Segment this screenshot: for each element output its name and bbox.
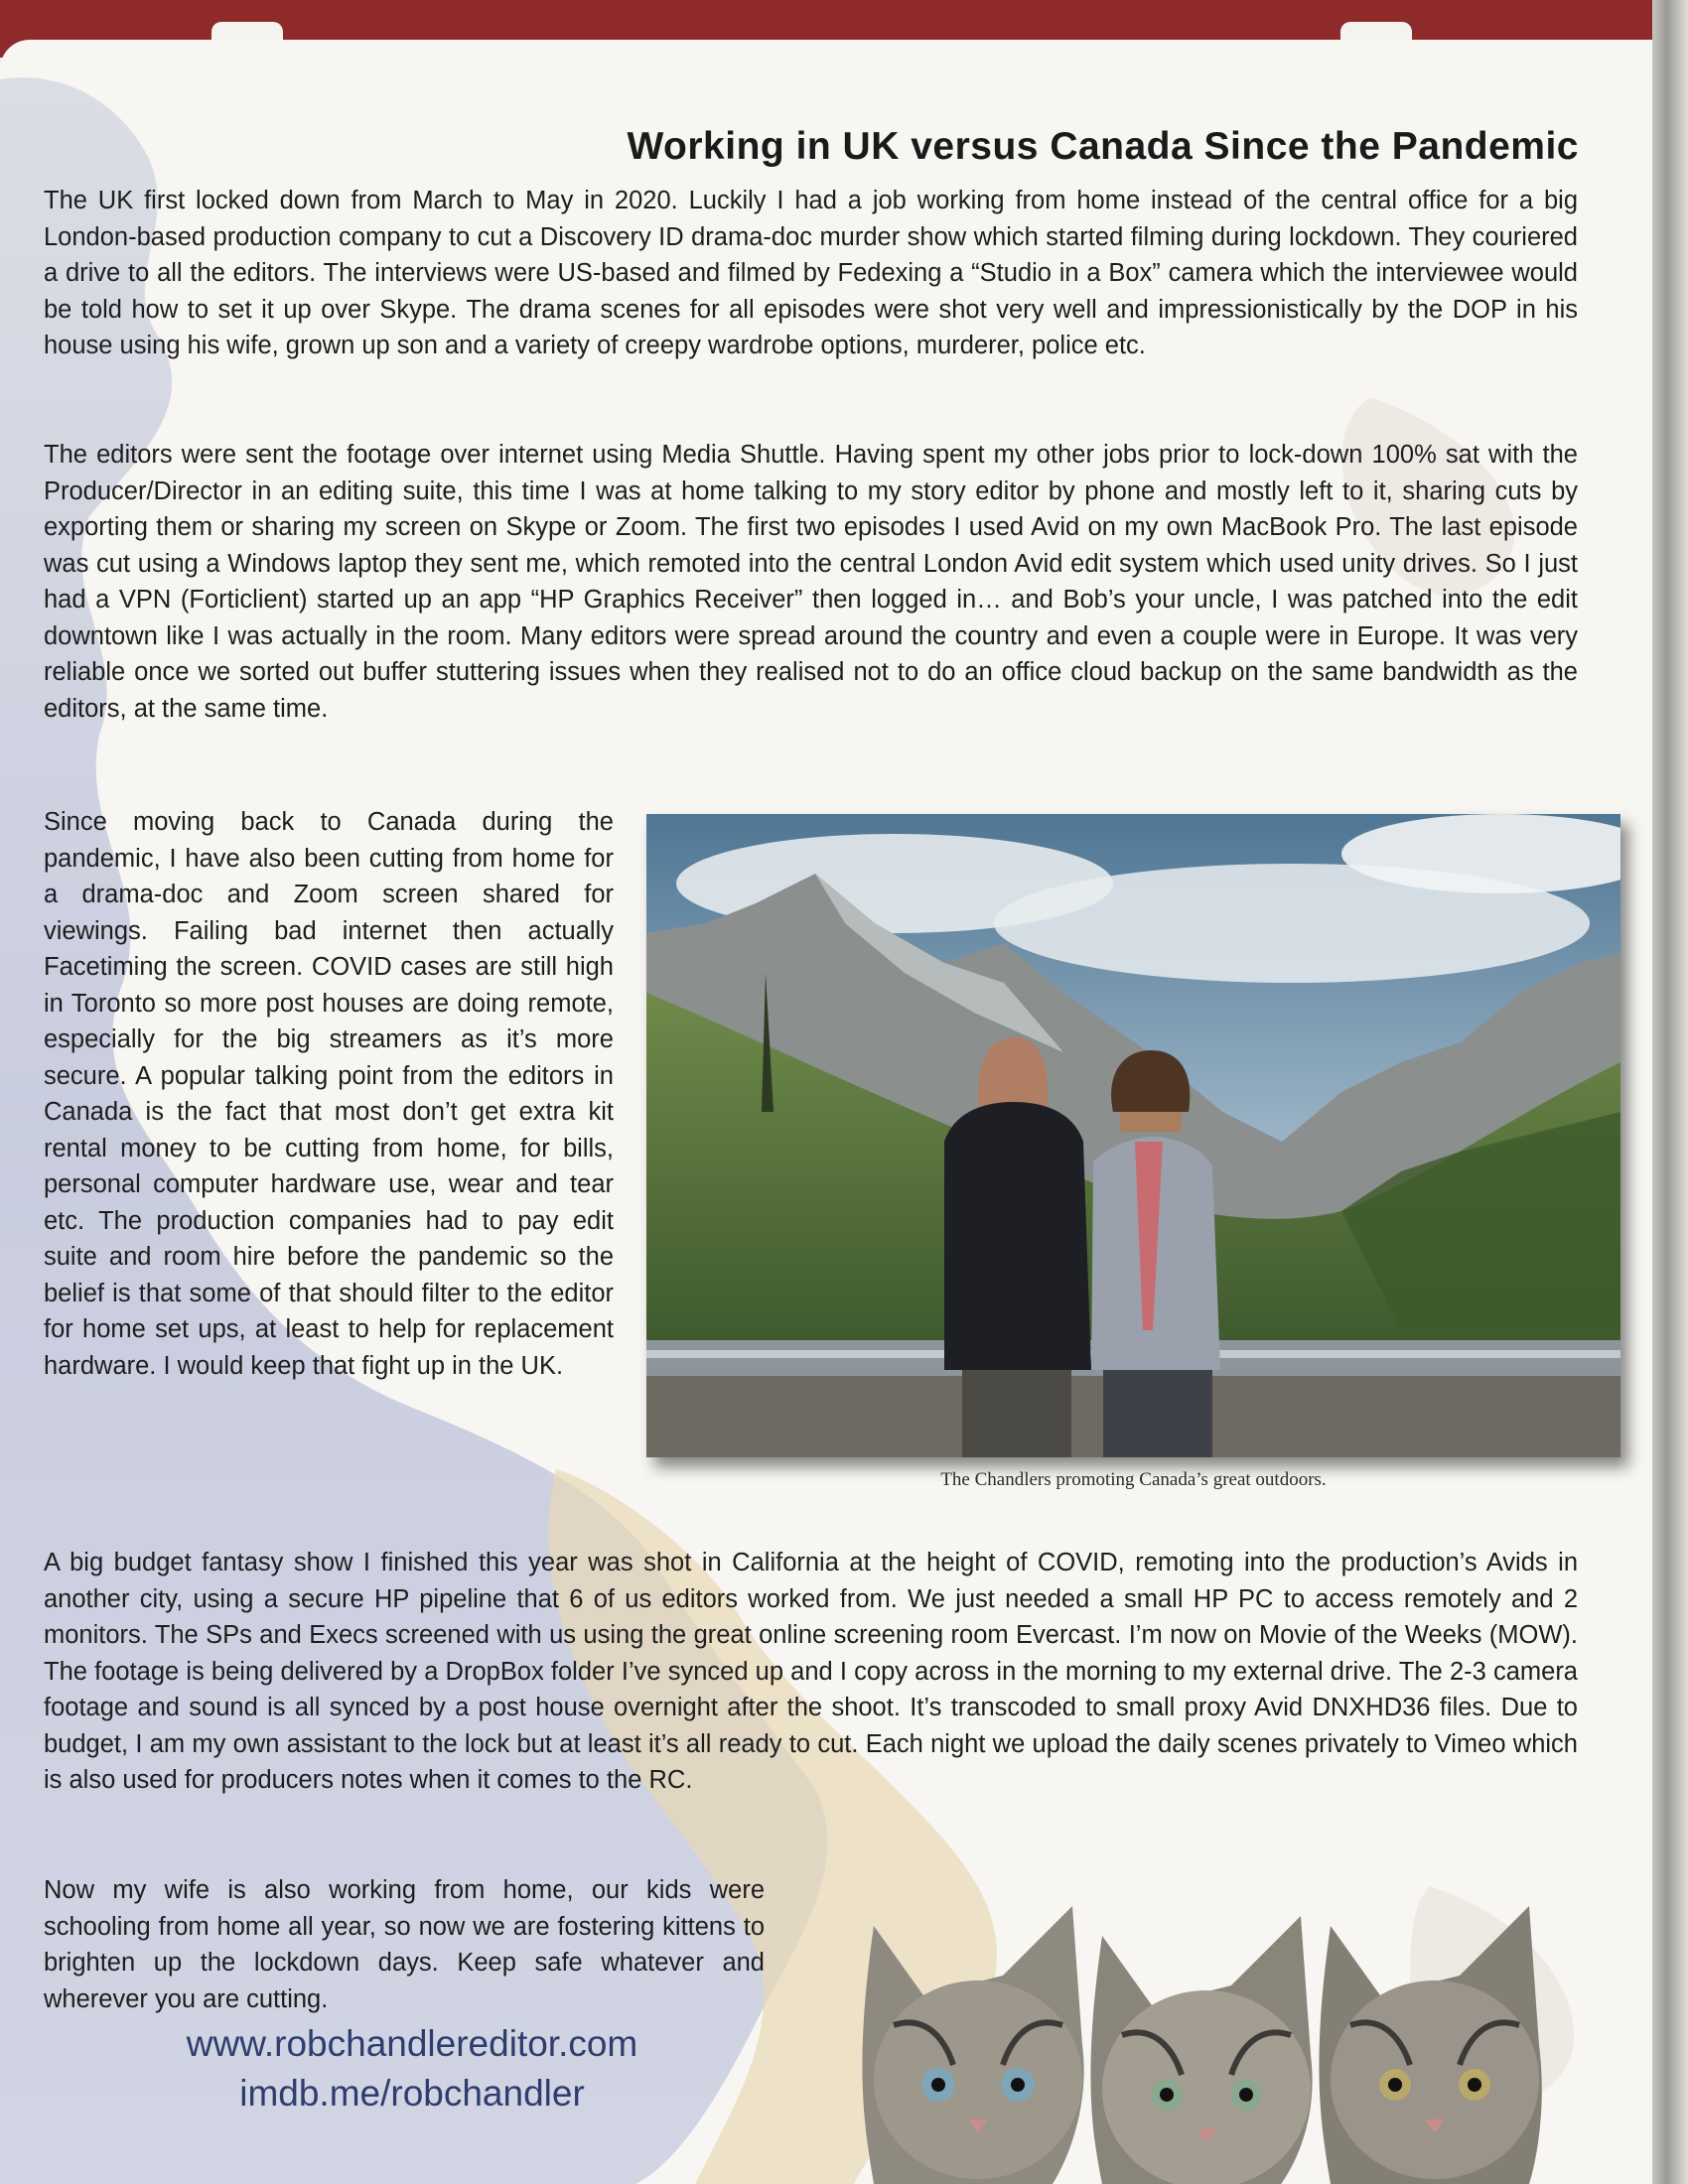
page-edge: [1652, 0, 1688, 2184]
paragraph-uk-lockdown: The UK first locked down from March to May in 2020. Luckily I had a job working from home instead of the central office for a big London-based production company to cut a Discovery ID drama-doc murder show which started filming during lockdown. They couriered a drive to all the editors. The interviews were US-based and filmed by Fedexing a “Studio in a Box” camera which the interviewee would be told how to set it up over Skype. The drama scenes for all episodes were shot very well and impressionistically by the DOP in his house using his wife, grown up son and a variety of creepy wardrobe options, murderer, police etc.: [44, 187, 1578, 359]
paragraph-fantasy-show: A big budget fantasy show I finished this year was shot in California at the height of COVID, remoting into the production’s Avids in another city, using a secure HP pipeline that 6 of us editors worked from. We just needed a small HP PC to access remotely and 2 monitors. The SPs and Execs screened with us using the great online screening room Evercast. I’m now on Movie of the Weeks (MOW). The footage is being delivered by a DropBox folder I’ve synced up and I copy across in the morning to my external drive. The 2-3 camera footage and sound is all synced by a post house overnight after the shoot. It’s transcoded to small proxy Avid DNXHD36 files. Due to budget, I am my own assistant to the lock but at least it’s all ready to cut. Each night we upload the daily scenes privately to Vimeo which is also used for producers notes when it comes to the RC.: [44, 1549, 1578, 1794]
paragraph-media-shuttle: The editors were sent the footage over internet using Media Shuttle. Having spent my other jobs prior to lock-down 100% sat with the Producer/Director in an editing suite, this time I was at home talking to my story editor by phone and mostly left to it, sharing cuts by exporting them or sharing my screen on Skype or Zoom. The first two episodes I used Avid on my own MacBook Pro. The last episode was cut using a Windows laptop they sent me, which remoted into the central London Avid edit system which used unity drives. So I just had a VPN (Forticlient) started up an app “HP Graphics Receiver” then logged in… and Bob’s your uncle, I was patched into the edit downtown like I was actually in the room. Many editors were spread around the country and even a couple were in Europe. It was very reliable once we sorted out buffer stuttering issues when they realised not to do an office cloud backup on the same bandwidth as the editors, at the same time.: [44, 441, 1578, 723]
contact-links: [144, 2019, 680, 2118]
chandlers-photo: [646, 814, 1620, 1457]
photo-caption: The Chandlers promoting Canada’s great outdoors.: [940, 1469, 1327, 1490]
kittens-photo: [854, 1866, 1569, 2184]
paragraph-kittens: Now my wife is also working from home, our kids were schooling from home all year, so now we are fostering kittens to brighten up the lockdown days. Keep safe whatever and wherever you are cutting.: [44, 1876, 765, 2013]
imdb-link[interactable]: imdb.me/robchandler: [239, 2073, 585, 2114]
website-link[interactable]: www.robchandlereditor.com: [186, 2023, 638, 2064]
article-title: Working in UK versus Canada Since the Pandemic: [627, 125, 1579, 168]
paragraph-canada: Since moving back to Canada during the pandemic, I have also been cutting from home for a drama-doc and Zoom screen shared for viewings. Failing bad internet then actually Facetiming the screen. COVID cases are still high in Toronto so more post houses are doing remote, especially for the big streamers as it’s more secure. A popular talking point from the editors in Canada is the fact that most don’t get extra kit rental money to be cutting from home, for bills, personal computer hardware use, wear and tear etc. The production companies had to pay edit suite and room hire before the pandemic so the belief is that some of that should filter to the editor for home set ups, at least to help for replacement hardware. I would keep that fight up in the UK.: [44, 808, 614, 1380]
